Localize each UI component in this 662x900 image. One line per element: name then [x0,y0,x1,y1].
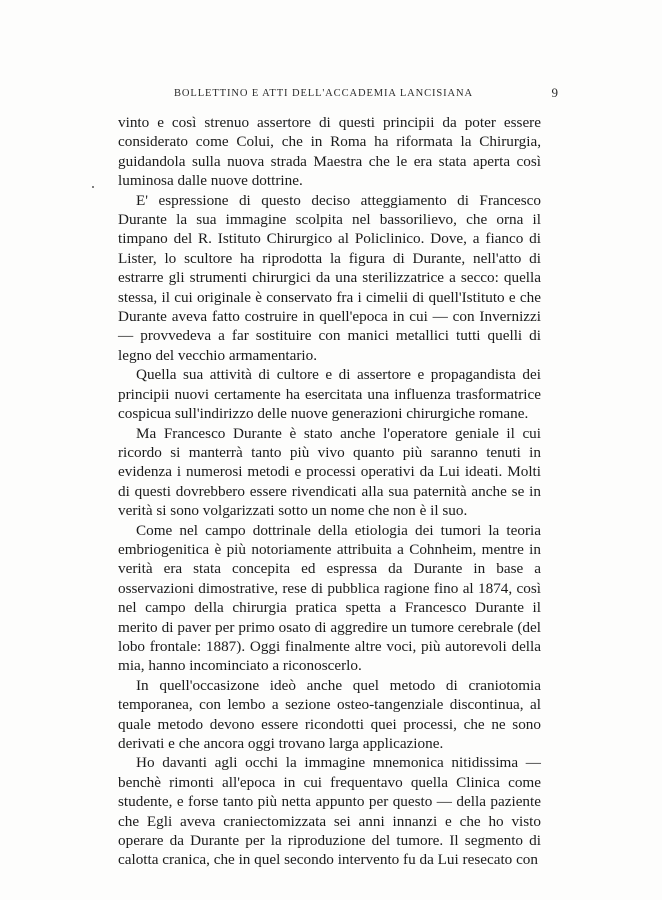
paragraph-7: Ho davanti agli occhi la immagine mnemonica nitidissima — benchè rimonti all'epoca in cui frequentavo quella Clinica come studente, e forse tanto più netta appunto per questo — della paziente che Egli aveva craniectomizzata sei anni innanzi e che ho visto operare da Durante per la riproduzione del tumore. Il segmento di calotta cranica, che in quel secondo intervento fu da Lui resecato con [118,754,541,869]
running-title: BOLLETTINO E ATTI DELL'ACCADEMIA LANCISIANA [174,88,473,99]
paragraph-2: E' espressione di questo deciso atteggiamento di Francesco Durante la sua immagine scolpita nel bassorilievo, che orna il timpano del R. Istituto Chirurgico al Policlinico. Dove, a fianco di Lister, lo scultore ha riprodotta la figura di Durante, nell'atto di estrarre gli strumenti chirurgici da una sterilizzatrice a secco: quella stessa, il cui originale è conservato fra i cimelii di quell'Istituto e che Durante aveva fatto costruire in quell'epoca in cui — con Invernizzi — provvedeva a far sostituire con manici metallici tutti quelli di legno del vecchio armamentario. [118,191,541,364]
body-text [118,113,541,870]
paragraph-1: vinto e così strenuo assertore di questi principii da poter essere considerato come Colui, che in Roma ha riformata la Chirurgia, guidandola sulla nuova strada Maestra che le era stata aperta così luminosa dalle nuove dottrine. [118,114,541,190]
paragraph-3: Quella sua attività di cultore e di assertore e propagandista dei principii nuovi certamente ha esercitata una influenza trasformatrice cospicua sull'indirizzo delle nuove generazioni chirurgiche romane. [118,366,541,423]
margin-speck [92,186,94,188]
page-number: 9 [551,85,558,100]
paragraph-4: Ma Francesco Durante è stato anche l'operatore geniale il cui ricordo si manterrà tanto più vivo quanto più saranno tenuti in evidenza i numerosi metodi e processi operativi da Lui ideati. Molti di questi dovrebbero essere rivendicati alla sua paternità anche se in verità si sono volgarizzati sotto un nome che non è il suo. [118,424,541,520]
paragraph-6: In quell'occasizone ideò anche quel metodo di craniotomia temporanea, con lembo a sezione osteo-tangenziale discontinua, al quale metodo devono essere ricondotti quei processi, che ne sono derivati e che ancora oggi trovano larga applicazione. [118,676,541,752]
paragraph-5: Come nel campo dottrinale della etiologia dei tumori la teoria embriogenitica è più notoriamente attribuita a Cohnheim, mentre in verità era stata concepita ed espressa da Durante in base a osservazioni dimostrative, rese di pubblica ragione fino al 1874, così nel campo della chirurgia pratica spetta a Francesco Durante il merito di paver per primo osato di aggredire un tumore cerebrale (del lobo frontale: 1887). Oggi finalmente altre voci, più autorevoli della mia, hanno incominciato a riconoscerlo. [118,521,541,675]
page-header [118,84,558,104]
